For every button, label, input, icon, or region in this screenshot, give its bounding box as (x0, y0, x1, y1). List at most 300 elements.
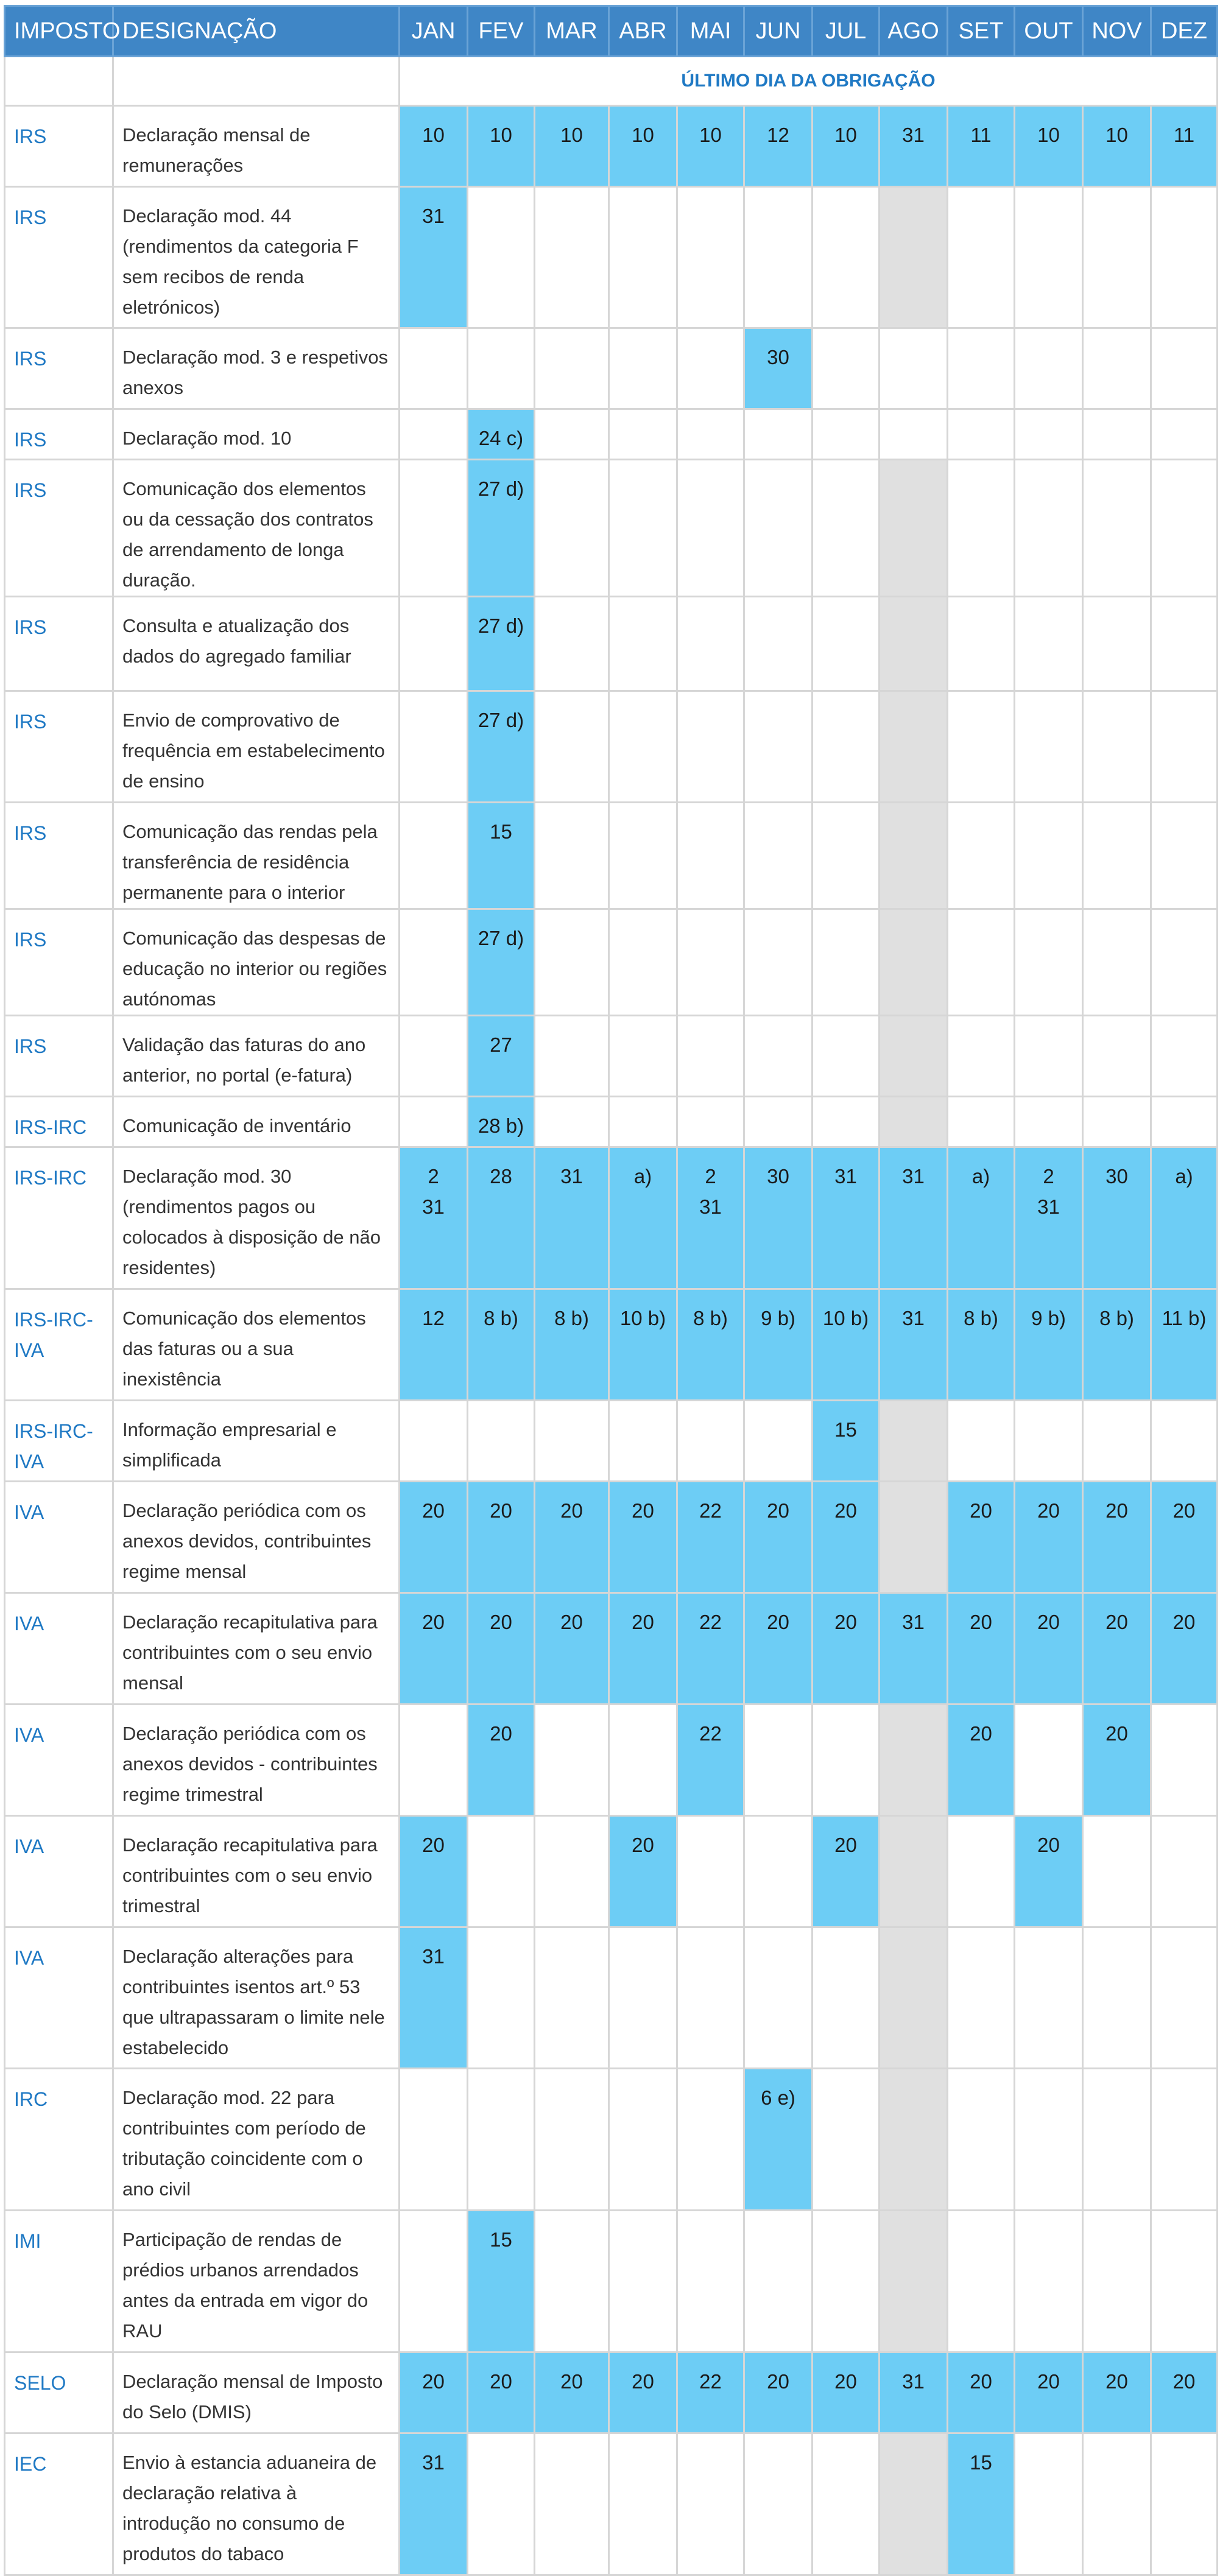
deadline-cell-mar (535, 597, 609, 691)
deadline-cell-nov: 20 (1083, 1593, 1151, 1705)
deadline-cell-abr (609, 2211, 677, 2353)
deadline-cell-jun: 20 (744, 1593, 813, 1705)
deadline-cell-mai (677, 2211, 744, 2353)
deadline-cell-mai (677, 1401, 744, 1482)
deadline-cell-jun (744, 2211, 813, 2353)
deadline-cell-abr (609, 803, 677, 909)
header-month-jun: JUN (744, 6, 813, 57)
tax-cell[interactable]: IRS-IRC-IVA (5, 1401, 113, 1482)
deadline-cell-set: 15 (948, 2433, 1015, 2575)
deadline-cell-mai (677, 460, 744, 597)
designation-cell: Declaração mensal de Imposto do Selo (DMIS) (113, 2353, 400, 2433)
deadline-cell-jan: 20 (400, 1593, 468, 1705)
subheader-empty-designation (113, 57, 400, 106)
deadline-cell-ago: 31 (880, 2353, 948, 2433)
deadline-cell-abr: 20 (609, 1593, 677, 1705)
deadline-cell-out (1015, 2433, 1083, 2575)
deadline-cell-dez (1151, 597, 1218, 691)
deadline-cell-jan (400, 1401, 468, 1482)
deadline-cell-mar (535, 187, 609, 328)
deadline-cell-set (948, 1016, 1015, 1097)
deadline-cell-ago (880, 1816, 948, 1927)
deadline-cell-jan (400, 691, 468, 803)
deadline-cell-mai (677, 1016, 744, 1097)
deadline-cell-mai (677, 1097, 744, 1147)
header-month-jan: JAN (400, 6, 468, 57)
deadline-cell-out (1015, 2069, 1083, 2211)
deadline-cell-nov (1083, 2069, 1151, 2211)
deadline-cell-out: 20 (1015, 1593, 1083, 1705)
deadline-cell-jun (744, 803, 813, 909)
header-tax: IMPOSTO (5, 6, 113, 57)
deadline-cell-jul (813, 691, 880, 803)
deadline-cell-jul (813, 1705, 880, 1816)
deadline-cell-fev: 28 (468, 1147, 535, 1289)
deadline-cell-mar (535, 1097, 609, 1147)
deadline-cell-ago (880, 2433, 948, 2575)
deadline-cell-mar (535, 460, 609, 597)
tax-cell[interactable]: IRS (5, 106, 113, 187)
header-month-nov: NOV (1083, 6, 1151, 57)
deadline-cell-jun: 12 (744, 106, 813, 187)
deadline-cell-mar (535, 1016, 609, 1097)
deadline-cell-out: 9 b) (1015, 1289, 1083, 1401)
deadline-cell-dez (1151, 1927, 1218, 2069)
deadline-cell-jan (400, 2069, 468, 2211)
table-row (5, 2353, 1218, 2433)
deadline-cell-set (948, 1816, 1015, 1927)
deadline-cell-out (1015, 328, 1083, 409)
deadline-cell-set: 8 b) (948, 1289, 1015, 1401)
deadline-cell-out (1015, 597, 1083, 691)
deadline-cell-mar (535, 2069, 609, 2211)
deadline-cell-jul: 20 (813, 1816, 880, 1927)
deadline-cell-abr (609, 1016, 677, 1097)
deadline-cell-mai (677, 909, 744, 1016)
header-month-jul: JUL (813, 6, 880, 57)
deadline-cell-jul (813, 1927, 880, 2069)
tax-cell[interactable]: IRC (5, 2069, 113, 2211)
deadline-cell-mar (535, 328, 609, 409)
deadline-cell-ago (880, 1016, 948, 1097)
deadline-cell-jan: 31 (400, 1927, 468, 2069)
deadline-cell-out: 10 (1015, 106, 1083, 187)
deadline-cell-fev (468, 2069, 535, 2211)
deadline-cell-mar (535, 691, 609, 803)
deadline-cell-mai: 8 b) (677, 1289, 744, 1401)
deadline-cell-nov: 20 (1083, 1482, 1151, 1593)
tax-cell[interactable]: IMI (5, 2211, 113, 2353)
deadline-cell-ago (880, 2211, 948, 2353)
deadline-cell-jan (400, 328, 468, 409)
deadline-cell-jan: 31 (400, 187, 468, 328)
deadline-cell-fev: 15 (468, 2211, 535, 2353)
deadline-cell-abr: 20 (609, 2353, 677, 2433)
deadline-cell-set (948, 1401, 1015, 1482)
deadline-cell-jun: 30 (744, 1147, 813, 1289)
tax-cell[interactable]: IEC (5, 2433, 113, 2575)
deadline-cell-set (948, 409, 1015, 460)
deadline-cell-jan: 20 (400, 1482, 468, 1593)
deadline-cell-fev (468, 1401, 535, 1482)
deadline-cell-set: 20 (948, 1482, 1015, 1593)
deadline-cell-nov: 20 (1083, 2353, 1151, 2433)
deadline-cell-abr (609, 691, 677, 803)
deadline-cell-abr: a) (609, 1147, 677, 1289)
deadline-cell-out (1015, 409, 1083, 460)
deadline-cell-out (1015, 1401, 1083, 1482)
deadline-cell-dez (1151, 409, 1218, 460)
table-row (5, 187, 1218, 328)
subheader-title: ÚLTIMO DIA DA OBRIGAÇÃO (400, 57, 1218, 106)
tax-cell[interactable]: IRS (5, 691, 113, 803)
deadline-cell-jan: 2 31 (400, 1147, 468, 1289)
designation-cell: Declaração mod. 10 (113, 409, 400, 460)
deadline-cell-ago (880, 1482, 948, 1593)
header-month-fev: FEV (468, 6, 535, 57)
deadline-cell-ago: 31 (880, 1593, 948, 1705)
deadline-cell-mar: 20 (535, 1593, 609, 1705)
deadline-cell-jan (400, 597, 468, 691)
deadline-cell-abr (609, 1097, 677, 1147)
deadline-cell-set (948, 597, 1015, 691)
deadline-cell-nov (1083, 409, 1151, 460)
deadline-cell-abr: 20 (609, 1816, 677, 1927)
deadline-cell-fev: 20 (468, 1482, 535, 1593)
deadline-cell-dez: 20 (1151, 1482, 1218, 1593)
tax-cell[interactable]: IRS (5, 803, 113, 909)
deadline-cell-abr (609, 1927, 677, 2069)
deadline-cell-set (948, 909, 1015, 1016)
deadline-cell-fev (468, 2433, 535, 2575)
tax-cell[interactable]: IRS-IRC-IVA (5, 1289, 113, 1401)
deadline-cell-nov (1083, 460, 1151, 597)
deadline-cell-fev: 10 (468, 106, 535, 187)
designation-cell: Comunicação dos elementos das faturas ou a sua inexistência (113, 1289, 400, 1401)
designation-cell: Comunicação das rendas pela transferência de residência permanente para o interior (113, 803, 400, 909)
table-row (5, 1482, 1218, 1593)
deadline-cell-fev: 20 (468, 2353, 535, 2433)
table-row (5, 1593, 1218, 1705)
deadline-cell-jan: 10 (400, 106, 468, 187)
deadline-cell-abr: 10 (609, 106, 677, 187)
deadline-cell-jul (813, 187, 880, 328)
deadline-cell-out (1015, 460, 1083, 597)
header-month-mai: MAI (677, 6, 744, 57)
deadline-cell-jan: 20 (400, 1816, 468, 1927)
tax-cell[interactable]: SELO (5, 2353, 113, 2433)
designation-cell: Declaração alterações para contribuintes isentos art.º 53 que ultrapassaram o limite nele estabelecido (113, 1927, 400, 2069)
deadline-cell-jul (813, 2069, 880, 2211)
deadline-cell-mar: 20 (535, 2353, 609, 2433)
deadline-cell-out: 20 (1015, 2353, 1083, 2433)
tax-cell[interactable]: IRS (5, 460, 113, 597)
deadline-cell-jul (813, 2211, 880, 2353)
deadline-cell-mar (535, 2433, 609, 2575)
deadline-cell-set (948, 2069, 1015, 2211)
deadline-cell-jun (744, 460, 813, 597)
deadline-cell-fev: 28 b) (468, 1097, 535, 1147)
deadline-cell-ago (880, 1705, 948, 1816)
deadline-cell-dez (1151, 2069, 1218, 2211)
deadline-cell-mar: 31 (535, 1147, 609, 1289)
deadline-cell-jul (813, 460, 880, 597)
deadline-cell-set (948, 328, 1015, 409)
deadline-cell-abr (609, 909, 677, 1016)
deadline-cell-mai (677, 803, 744, 909)
designation-cell: Declaração mod. 44 (rendimentos da categoria F sem recibos de renda eletrónicos) (113, 187, 400, 328)
deadline-cell-ago (880, 1401, 948, 1482)
deadline-cell-dez (1151, 1705, 1218, 1816)
deadline-cell-jun (744, 597, 813, 691)
deadline-cell-ago (880, 409, 948, 460)
designation-cell: Declaração recapitulativa para contribuintes com o seu envio mensal (113, 1593, 400, 1705)
designation-cell: Envio à estancia aduaneira de declaração relativa à introdução no consumo de produtos do tabaco (113, 2433, 400, 2575)
tax-cell[interactable]: IRS (5, 409, 113, 460)
tax-cell[interactable]: IVA (5, 1482, 113, 1593)
designation-cell: Declaração mod. 3 e respetivos anexos (113, 328, 400, 409)
deadline-cell-nov (1083, 1927, 1151, 2069)
deadline-cell-set (948, 460, 1015, 597)
deadline-cell-out (1015, 691, 1083, 803)
header-month-dez: DEZ (1151, 6, 1218, 57)
deadline-cell-jul: 10 b) (813, 1289, 880, 1401)
designation-cell: Envio de comprovativo de frequência em estabelecimento de ensino (113, 691, 400, 803)
deadline-cell-jun (744, 1927, 813, 2069)
deadline-cell-ago: 31 (880, 106, 948, 187)
deadline-cell-out (1015, 1016, 1083, 1097)
deadline-cell-ago: 31 (880, 1289, 948, 1401)
deadline-cell-jun (744, 1705, 813, 1816)
deadline-cell-dez (1151, 2433, 1218, 2575)
deadline-cell-jul (813, 597, 880, 691)
deadline-cell-set: 20 (948, 1705, 1015, 1816)
deadline-cell-dez (1151, 909, 1218, 1016)
deadline-cell-jun: 9 b) (744, 1289, 813, 1401)
deadline-cell-mai (677, 597, 744, 691)
designation-cell: Declaração mod. 22 para contribuintes com período de tributação coincidente com o ano civil (113, 2069, 400, 2211)
deadline-cell-jul (813, 803, 880, 909)
table-row (5, 1705, 1218, 1816)
deadline-cell-mai: 22 (677, 1482, 744, 1593)
deadline-cell-mar: 8 b) (535, 1289, 609, 1401)
deadline-cell-jun (744, 187, 813, 328)
tax-cell[interactable]: IRS (5, 187, 113, 328)
deadline-cell-set (948, 1927, 1015, 2069)
deadline-cell-mai: 22 (677, 1593, 744, 1705)
table-row (5, 2069, 1218, 2211)
deadline-cell-out (1015, 803, 1083, 909)
designation-cell: Participação de rendas de prédios urbanos arrendados antes da entrada em vigor do RAU (113, 2211, 400, 2353)
deadline-cell-set: 11 (948, 106, 1015, 187)
deadline-cell-dez (1151, 1097, 1218, 1147)
deadline-cell-nov: 8 b) (1083, 1289, 1151, 1401)
table-row (5, 1097, 1218, 1147)
deadline-cell-jun (744, 1016, 813, 1097)
tax-cell[interactable]: IVA (5, 1593, 113, 1705)
deadline-cell-dez: a) (1151, 1147, 1218, 1289)
deadline-cell-dez (1151, 328, 1218, 409)
deadline-cell-nov (1083, 909, 1151, 1016)
deadline-cell-mai (677, 2433, 744, 2575)
deadline-cell-dez (1151, 460, 1218, 597)
deadline-cell-ago (880, 1927, 948, 2069)
deadline-cell-dez: 20 (1151, 2353, 1218, 2433)
deadline-cell-mar (535, 1705, 609, 1816)
deadline-cell-out: 2 31 (1015, 1147, 1083, 1289)
designation-cell: Informação empresarial e simplificada (113, 1401, 400, 1482)
designation-cell: Comunicação das despesas de educação no interior ou regiões autónomas (113, 909, 400, 1016)
designation-cell: Comunicação dos elementos ou da cessação dos contratos de arrendamento de longa duração. (113, 460, 400, 597)
deadline-cell-abr (609, 460, 677, 597)
deadline-cell-dez (1151, 1016, 1218, 1097)
deadline-cell-jan: 20 (400, 2353, 468, 2433)
deadline-cell-out (1015, 2211, 1083, 2353)
deadline-cell-jul (813, 409, 880, 460)
designation-cell: Declaração mod. 30 (rendimentos pagos ou colocados à disposição de não residentes) (113, 1147, 400, 1289)
deadline-cell-jan (400, 409, 468, 460)
deadline-cell-nov: 20 (1083, 1705, 1151, 1816)
deadline-cell-mai: 22 (677, 1705, 744, 1816)
tax-cell[interactable]: IRS (5, 1016, 113, 1097)
deadline-cell-out (1015, 187, 1083, 328)
table-row (5, 1016, 1218, 1097)
deadline-cell-mar (535, 2211, 609, 2353)
deadline-cell-jun (744, 909, 813, 1016)
deadline-cell-dez (1151, 1816, 1218, 1927)
deadline-cell-dez (1151, 1401, 1218, 1482)
deadline-cell-mai: 2 31 (677, 1147, 744, 1289)
deadline-cell-jul (813, 328, 880, 409)
deadline-cell-jul: 20 (813, 1482, 880, 1593)
tax-cell[interactable]: IRS-IRC (5, 1147, 113, 1289)
deadline-cell-abr (609, 1401, 677, 1482)
header-month-set: SET (948, 6, 1015, 57)
deadline-cell-fev (468, 1927, 535, 2069)
deadline-cell-ago (880, 909, 948, 1016)
deadline-cell-dez: 20 (1151, 1593, 1218, 1705)
deadline-cell-jul (813, 909, 880, 1016)
designation-cell: Declaração periódica com os anexos devidos - contribuintes regime trimestral (113, 1705, 400, 1816)
deadline-cell-jun (744, 409, 813, 460)
deadline-cell-nov (1083, 187, 1151, 328)
table-row (5, 1401, 1218, 1482)
deadline-cell-mar (535, 803, 609, 909)
deadline-cell-mar: 10 (535, 106, 609, 187)
deadline-cell-mar (535, 1401, 609, 1482)
deadline-cell-jun (744, 2433, 813, 2575)
deadline-cell-mai (677, 328, 744, 409)
deadline-cell-jun: 30 (744, 328, 813, 409)
deadline-cell-nov (1083, 691, 1151, 803)
table-row (5, 328, 1218, 409)
table-row (5, 1816, 1218, 1927)
table-row (5, 460, 1218, 597)
subheader-empty-tax (5, 57, 113, 106)
deadline-cell-jun (744, 1097, 813, 1147)
designation-cell: Declaração periódica com os anexos devidos, contribuintes regime mensal (113, 1482, 400, 1593)
deadline-cell-abr (609, 2069, 677, 2211)
table-row (5, 691, 1218, 803)
deadline-cell-jul (813, 2433, 880, 2575)
deadline-cell-jan (400, 1705, 468, 1816)
deadline-cell-out (1015, 1705, 1083, 1816)
deadline-cell-dez: 11 (1151, 106, 1218, 187)
table-row (5, 1927, 1218, 2069)
deadline-cell-ago (880, 597, 948, 691)
designation-cell: Declaração mensal de remunerações (113, 106, 400, 187)
deadline-cell-jan: 31 (400, 2433, 468, 2575)
table-row (5, 2433, 1218, 2575)
deadline-cell-set: 20 (948, 1593, 1015, 1705)
deadline-cell-nov: 30 (1083, 1147, 1151, 1289)
deadline-cell-dez (1151, 803, 1218, 909)
deadline-cell-mai: 22 (677, 2353, 744, 2433)
deadline-cell-dez: 11 b) (1151, 1289, 1218, 1401)
deadline-cell-jan (400, 460, 468, 597)
deadline-cell-set: a) (948, 1147, 1015, 1289)
deadline-cell-jan (400, 1016, 468, 1097)
deadline-cell-abr (609, 328, 677, 409)
deadline-cell-fev: 27 d) (468, 691, 535, 803)
deadline-cell-fev: 8 b) (468, 1289, 535, 1401)
header-month-out: OUT (1015, 6, 1083, 57)
deadline-cell-nov (1083, 1016, 1151, 1097)
deadline-cell-ago (880, 460, 948, 597)
table-row (5, 2211, 1218, 2353)
obligations-calendar-table (4, 5, 1218, 2576)
tax-cell[interactable]: IVA (5, 1816, 113, 1927)
tax-cell[interactable]: IRS-IRC (5, 1097, 113, 1147)
deadline-cell-abr (609, 409, 677, 460)
deadline-cell-jun (744, 691, 813, 803)
deadline-cell-set (948, 187, 1015, 328)
deadline-cell-jan: 12 (400, 1289, 468, 1401)
deadline-cell-fev: 27 d) (468, 597, 535, 691)
deadline-cell-abr (609, 1705, 677, 1816)
deadline-cell-nov (1083, 803, 1151, 909)
deadline-cell-nov: 10 (1083, 106, 1151, 187)
deadline-cell-mai (677, 1816, 744, 1927)
tax-cell[interactable]: IVA (5, 1927, 113, 2069)
table-row (5, 803, 1218, 909)
subheader-row (5, 57, 1218, 106)
tax-cell[interactable]: IRS (5, 909, 113, 1016)
deadline-cell-mai (677, 409, 744, 460)
deadline-cell-mar (535, 1816, 609, 1927)
deadline-cell-set (948, 1097, 1015, 1147)
tax-cell[interactable]: IRS (5, 597, 113, 691)
header-row (5, 6, 1218, 57)
tax-cell[interactable]: IRS (5, 328, 113, 409)
designation-cell: Validação das faturas do ano anterior, no portal (e-fatura) (113, 1016, 400, 1097)
designation-cell: Consulta e atualização dos dados do agregado familiar (113, 597, 400, 691)
table-row (5, 409, 1218, 460)
deadline-cell-out: 20 (1015, 1482, 1083, 1593)
tax-cell[interactable]: IVA (5, 1705, 113, 1816)
deadline-cell-out (1015, 1927, 1083, 2069)
deadline-cell-abr: 10 b) (609, 1289, 677, 1401)
deadline-cell-ago: 31 (880, 1147, 948, 1289)
deadline-cell-dez (1151, 187, 1218, 328)
deadline-cell-fev (468, 1816, 535, 1927)
deadline-cell-nov (1083, 1816, 1151, 1927)
deadline-cell-jan (400, 803, 468, 909)
deadline-cell-ago (880, 187, 948, 328)
table-row (5, 106, 1218, 187)
deadline-cell-ago (880, 803, 948, 909)
deadline-cell-out (1015, 909, 1083, 1016)
